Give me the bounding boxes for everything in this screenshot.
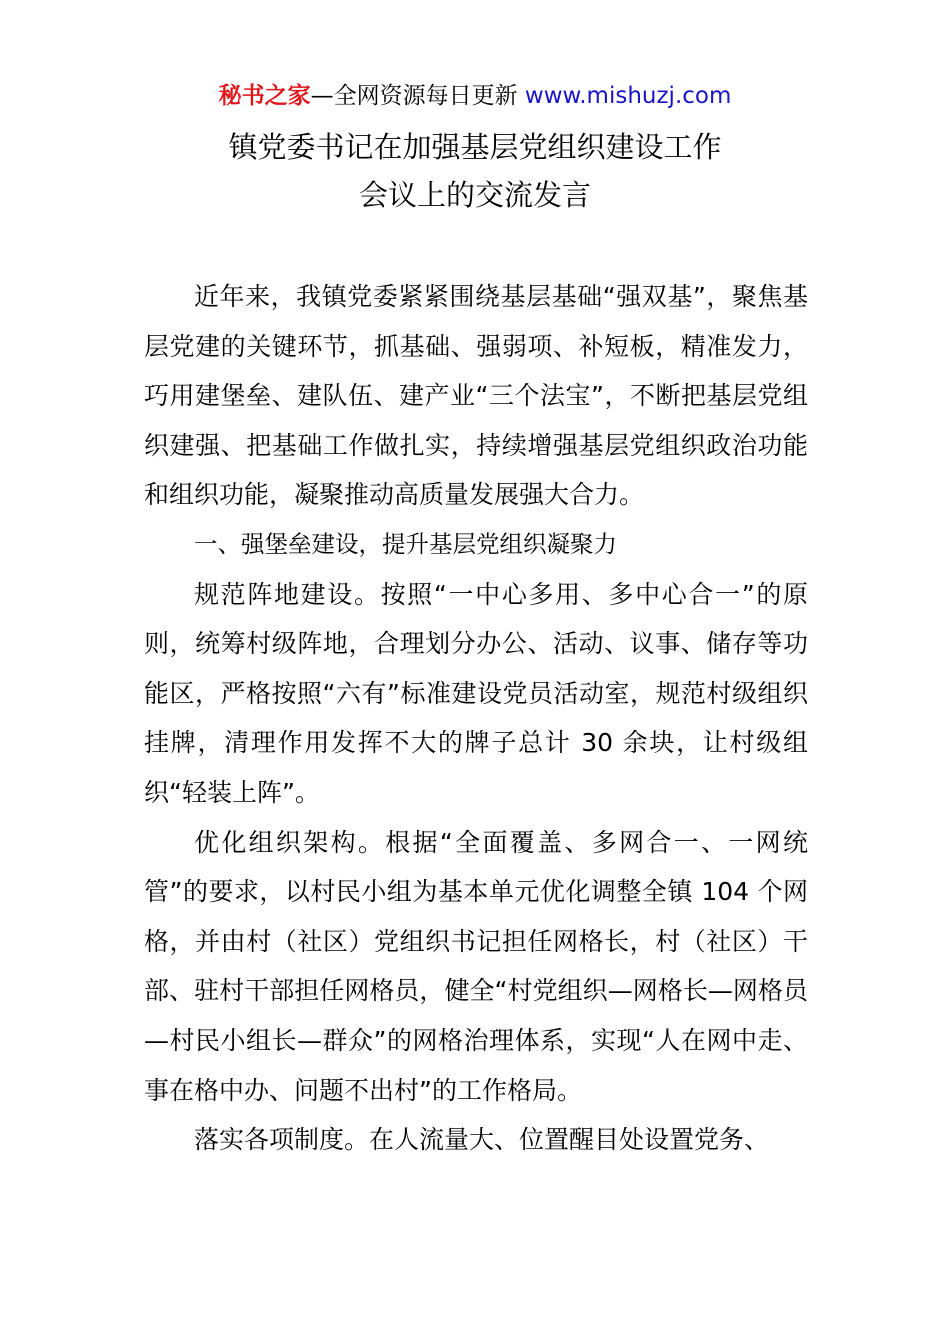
paragraph-organization-structure: 优化组织架构。根据“全面覆盖、多网合一、一网统管”的要求，以村民小组为基本单元优化调整全镇 104 个网格，并由村（社区）党组织书记担任网格长，村（社区）干部、驻村干部担任网格员，健全“村党组织—网格长—网格员—村民小组长—群众”的网格治理体系，实现“人在网中走、事在格中办、问题不出村”的工作格局。 [144, 827, 808, 1105]
site-url-link[interactable]: www.mishuzj.com [524, 83, 732, 109]
brand-name: 秘书之家 [218, 83, 311, 109]
header-tagline: —全网资源每日更新 [310, 83, 525, 109]
paragraph-position-building: 规范阵地建设。按照“一中心多用、多中心合一”的原则，统筹村级阵地，合理划分办公、活动、议事、储存等功能区，严格按照“六有”标准建设党员活动室，规范村级组织挂牌，清理作用发挥不大的牌子总计 30 余块，让村级组织“轻装上阵”。 [144, 579, 808, 807]
document-title-line-2: 会议上的交流发言 [358, 178, 591, 212]
paragraph-intro: 近年来，我镇党委紧紧围绕基层基础“强双基”，聚焦基层党建的关键环节，抓基础、强弱项、补短板，精准发力，巧用建堡垒、建队伍、建产业“三个法宝”，不断把基层党组织建强、把基础工作做扎实，持续增强基层党组织政治功能和组织功能，凝聚推动高质量发展强大合力。 [144, 282, 808, 510]
section-heading-1: 一、强堡垒建设，提升基层党组织凝聚力 [194, 529, 617, 558]
site-header [0, 78, 950, 114]
document-title-line-1: 镇党委书记在加强基层党组织建设工作 [228, 130, 722, 164]
paragraph-system-implementation: 落实各项制度。在人流量大、位置醒目处设置党务、 [194, 1125, 770, 1155]
document-body [144, 272, 808, 1165]
